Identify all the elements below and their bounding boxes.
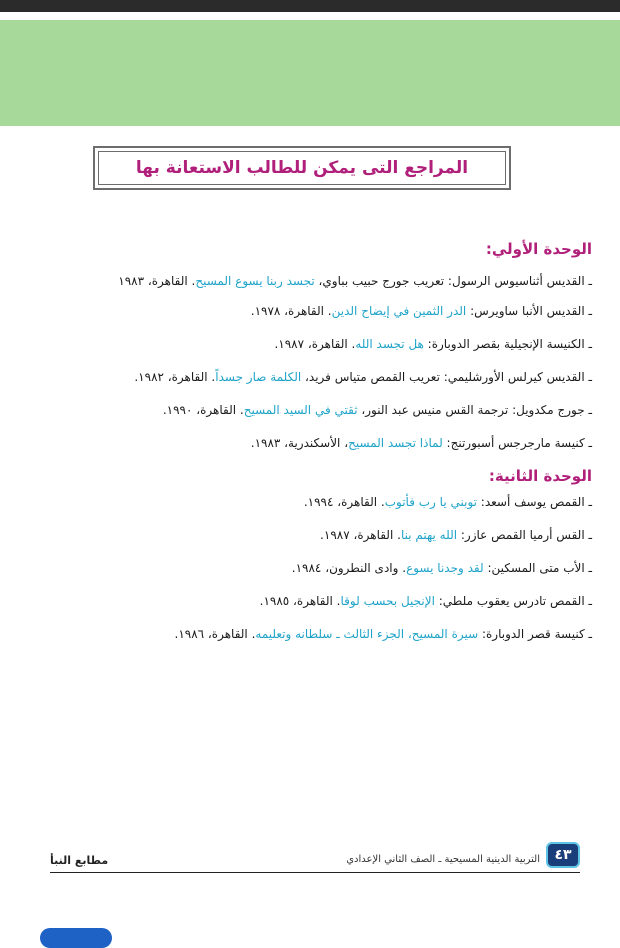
- footer-publisher: مطابع النبأ: [50, 854, 109, 867]
- reference-item: ـ القمص يوسف أسعد: توبني يا رب فأتوب. القاهرة، ١٩٩٤.: [303, 495, 592, 509]
- unit-heading-1: الوحدة الأولي:: [485, 240, 592, 258]
- reference-item: ـ جورج مكدويل: ترجمة القس منيس عبد النور، ثقتي في السيد المسيح. القاهرة، ١٩٩٠.: [162, 403, 592, 417]
- page-footer: [50, 842, 580, 873]
- reference-item: ـ الكنيسة الإنجيلية بقصر الدوبارة: هل تجسد الله. القاهرة، ١٩٨٧.: [274, 337, 592, 351]
- reference-item: ـ كنيسة مارجرجس أسبورتنج: لماذا تجسد المسيح، الأسكندرية، ١٩٨٣.: [250, 436, 592, 450]
- title-inner-frame: [98, 151, 506, 185]
- reference-item: ـ القس أرميا القمص عازر: الله يهتم بنا. القاهرة، ١٩٨٧.: [320, 528, 592, 542]
- reference-item: ـ القديس كيرلس الأورشليمي: تعريب القمص متياس فريد، الكلمة صار جسداً. القاهرة، ١٩٨٢.: [134, 370, 592, 384]
- reference-item: ـ الأب متى المسكين: لقد وجدنا يسوع. وادى النطرون، ١٩٨٤.: [291, 561, 592, 575]
- unit-heading-2: الوحدة الثانية:: [488, 467, 592, 485]
- top-status-bar: [0, 0, 620, 12]
- header-band: [0, 20, 620, 126]
- reference-item: ـ القديس أثناسيوس الرسول: تعريب جورج حبيب بباوي، تجسد ربنا يسوع المسيح. القاهرة، ١٩٨٣: [118, 274, 592, 288]
- title-frame: [93, 146, 511, 190]
- reference-item: ـ كنيسة قصر الدوبارة: سيرة المسيح، الجزء الثالث ـ سلطانه وتعليمه. القاهرة، ١٩٨٦.: [174, 627, 592, 641]
- page-number-badge: ٤٣: [546, 842, 580, 868]
- page-title: المراجع التى يمكن للطالب الاستعانة بها: [135, 158, 469, 178]
- nav-pill[interactable]: [40, 928, 112, 948]
- references-content: [40, 240, 592, 658]
- reference-item: ـ القمص تادرس يعقوب ملطي: الإنجيل بحسب لوقا. القاهرة، ١٩٨٥.: [259, 594, 592, 608]
- reference-item: ـ القديس الأنبا ساويرس: الدر الثمين في إيضاح الدين. القاهرة، ١٩٧٨.: [250, 304, 592, 318]
- footer-book-title: التربية الدينية المسيحية ـ الصف الثاني الإعدادي: [346, 854, 540, 865]
